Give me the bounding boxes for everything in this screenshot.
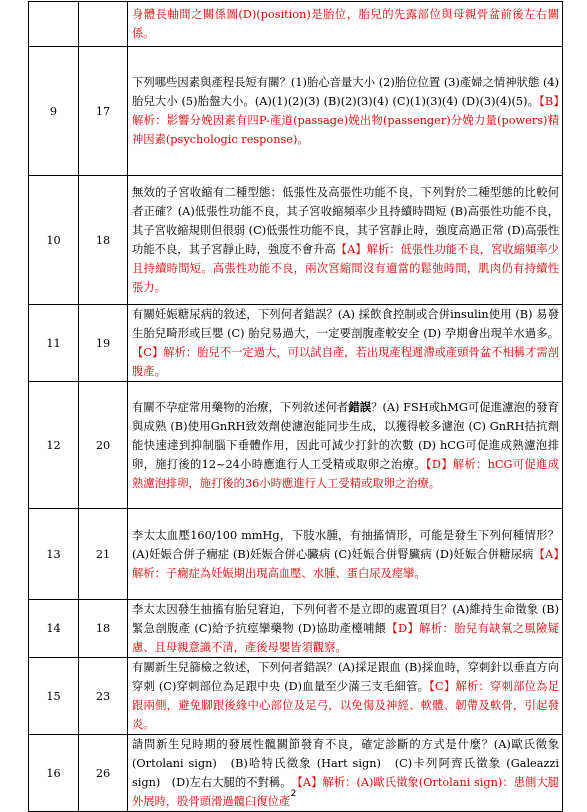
- question-number: 13: [29, 509, 79, 600]
- question-table: [28, 1, 563, 812]
- answer-explanation: 【C】解析：胎兒不一定過大，可以試自產，若出現產程遲滯或產頭骨盆不相稱才需剖腹產。: [132, 346, 559, 378]
- question-text: 李太太血壓160/100 mmHg，下肢水腫，有抽搐情形，可能是發生下列何種情形？(A)妊娠合併子癇症 (B)妊娠合併心臟病 (C)妊娠合併腎臟病 (D)妊娠合併糖尿病: [132, 528, 559, 561]
- question-text: ？(A) FSH或hMG可促進濾泡的發育與成熟 (B)使用GnRH致效劑使濾泡能同步生成，以獲得較多濾泡 (C) GnRH拮抗劑能快速達到抑制腦下垂體作用，因此可減少打針的次數 (D) hCG可促進成熟濾泡排卵，施打後的12~24小時應進行人工受精或取卵之治療。: [132, 400, 559, 471]
- question-source-number: 18: [79, 176, 128, 305]
- page-number: 2: [290, 789, 297, 799]
- table-row: [29, 176, 563, 305]
- question-text-cell: [128, 47, 563, 176]
- question-text-cell: [128, 2, 563, 47]
- table-row: [29, 509, 563, 600]
- question-number: [29, 2, 79, 47]
- question-number: 14: [29, 600, 79, 658]
- question-number: 16: [29, 735, 79, 812]
- emphasis-text: 錯誤: [348, 399, 372, 414]
- table-row: [29, 47, 563, 176]
- table-row: [29, 600, 563, 658]
- question-text: 有關妊娠糖尿病的敘述，下列何者錯誤？(A) 採飲食控制或合併insulin使用 (B) 易發生胎兒畸形或巨嬰 (C) 胎兒易過大，一定要剖腹產較安全 (D) 孕期會出現羊水過多。: [132, 308, 559, 340]
- answer-explanation: 【D】解析：胎兒有缺氧之風險疑慮、且母親意識不清，產後母嬰皆須觀察。: [132, 622, 560, 654]
- question-number: 11: [29, 305, 79, 382]
- question-text: 請問新生兒時期的發展性髖關節發育不良，確定診斷的方式是什麼？(A)歐氏徵象 (Ortolani sign) (B)哈特氏徵象 (Hart sign) (C)卡列阿齊氏徵象 (Galeazzi sign) (D)左右大腿的不對稱。: [132, 738, 559, 789]
- question-text-cell: [128, 600, 563, 658]
- question-number: 9: [29, 47, 79, 176]
- question-text: 李太太因發生抽搐有胎兒窘迫，下列何者不是立即的處置項目？(A)維持生命徵象 (B)緊急剖腹產 (C)給予抗痙攣藥物 (D)協助產檯哺餵: [132, 603, 559, 635]
- question-text: 下列哪些因素與產程長短有關？(1)胎心音量大小 (2)胎位位置 (3)產婦之情神狀態 (4)胎兒大小 (5)胎盤大小。(A)(1)(2)(3) (B)(2)(3)(4) (C)(1)(3)(4) (D)(3)(4)(5)。: [132, 76, 559, 108]
- question-text-cell: [128, 509, 563, 600]
- question-source-number: 23: [79, 658, 128, 735]
- table-row: [29, 305, 563, 382]
- table-row: [29, 382, 563, 509]
- table-row: [29, 658, 563, 735]
- question-source-number: 21: [79, 509, 128, 600]
- question-source-number: 19: [79, 305, 128, 382]
- answer-explanation: 【A】解析：子癇症為妊娠期出現高血壓、水腫、蛋白尿及痙攣。: [132, 547, 559, 580]
- answer-explanation: 【B】解析：影響分娩因素有四P-產道(passage)娩出物(passenger)分娩力量(powers)精神因素(psychologic response)。: [132, 95, 559, 146]
- question-source-number: 26: [79, 735, 128, 812]
- answer-explanation: 身體長軸間之關係圖(D)(position)是胎位，胎兒的先露部位與母親骨盆前後左右關係。: [132, 8, 559, 40]
- question-text: 有關新生兒篩檢之敘述，下列何者錯誤？(A)採足跟血 (B)採血時，穿刺針以垂直方向穿刺 (C)穿刺部位為足跟中央 (D)血量至少滿三支毛細管。: [132, 661, 559, 693]
- question-source-number: [79, 2, 128, 47]
- table-row: [29, 2, 563, 47]
- question-text: 有關不孕症常用藥物的治療，下列敘述何者: [132, 400, 349, 414]
- question-text-cell: [128, 735, 563, 812]
- answer-explanation: 【A】解析：(A)歐氏徵象(Ortolani sign)：患側大腿外展時，股骨頭滑過髖臼復位產: [132, 776, 559, 808]
- question-source-number: 17: [79, 47, 128, 176]
- question-number: 10: [29, 176, 79, 305]
- answer-explanation: 【C】解析：穿刺部位為足跟兩側，避免腳跟後緣中心部位及足弓，以免傷及神經、軟體、韌帶及軟骨，引起發炎。: [132, 680, 559, 731]
- question-number: 15: [29, 658, 79, 735]
- answer-explanation: 【D】解析：hCG可促進成熟濾泡排卵，施打後的36小時應進行人工受精或取卵之治療。: [132, 457, 559, 490]
- question-text-cell: [128, 176, 563, 305]
- question-text: 無效的子宮收縮有二種型態：低張性及高張性功能不良，下列對於二種型態的比較何者正確？(A)低張性功能不良，其子宮收縮頻率少且持續時間短 (B)高張性功能不良，其子宮收縮規則但很弱 (C)低張性功能不良，其子宮靜止時，強度高過正常 (D)高張性功能不良，其子宮靜止時，強度不會升高: [132, 186, 559, 256]
- question-source-number: 20: [79, 382, 128, 509]
- question-text-cell: [128, 658, 563, 735]
- table-row: [29, 735, 563, 812]
- question-number: 12: [29, 382, 79, 509]
- answer-explanation: 【A】解析：低張性功能不良，宮收縮頻率少且持續時間短。高張性功能不良，兩次宮縮間沒有適當的鬆弛時間，肌肉仍有持續性張力。: [132, 243, 559, 294]
- question-text-cell: [128, 382, 563, 509]
- question-source-number: 18: [79, 600, 128, 658]
- question-text-cell: [128, 305, 563, 382]
